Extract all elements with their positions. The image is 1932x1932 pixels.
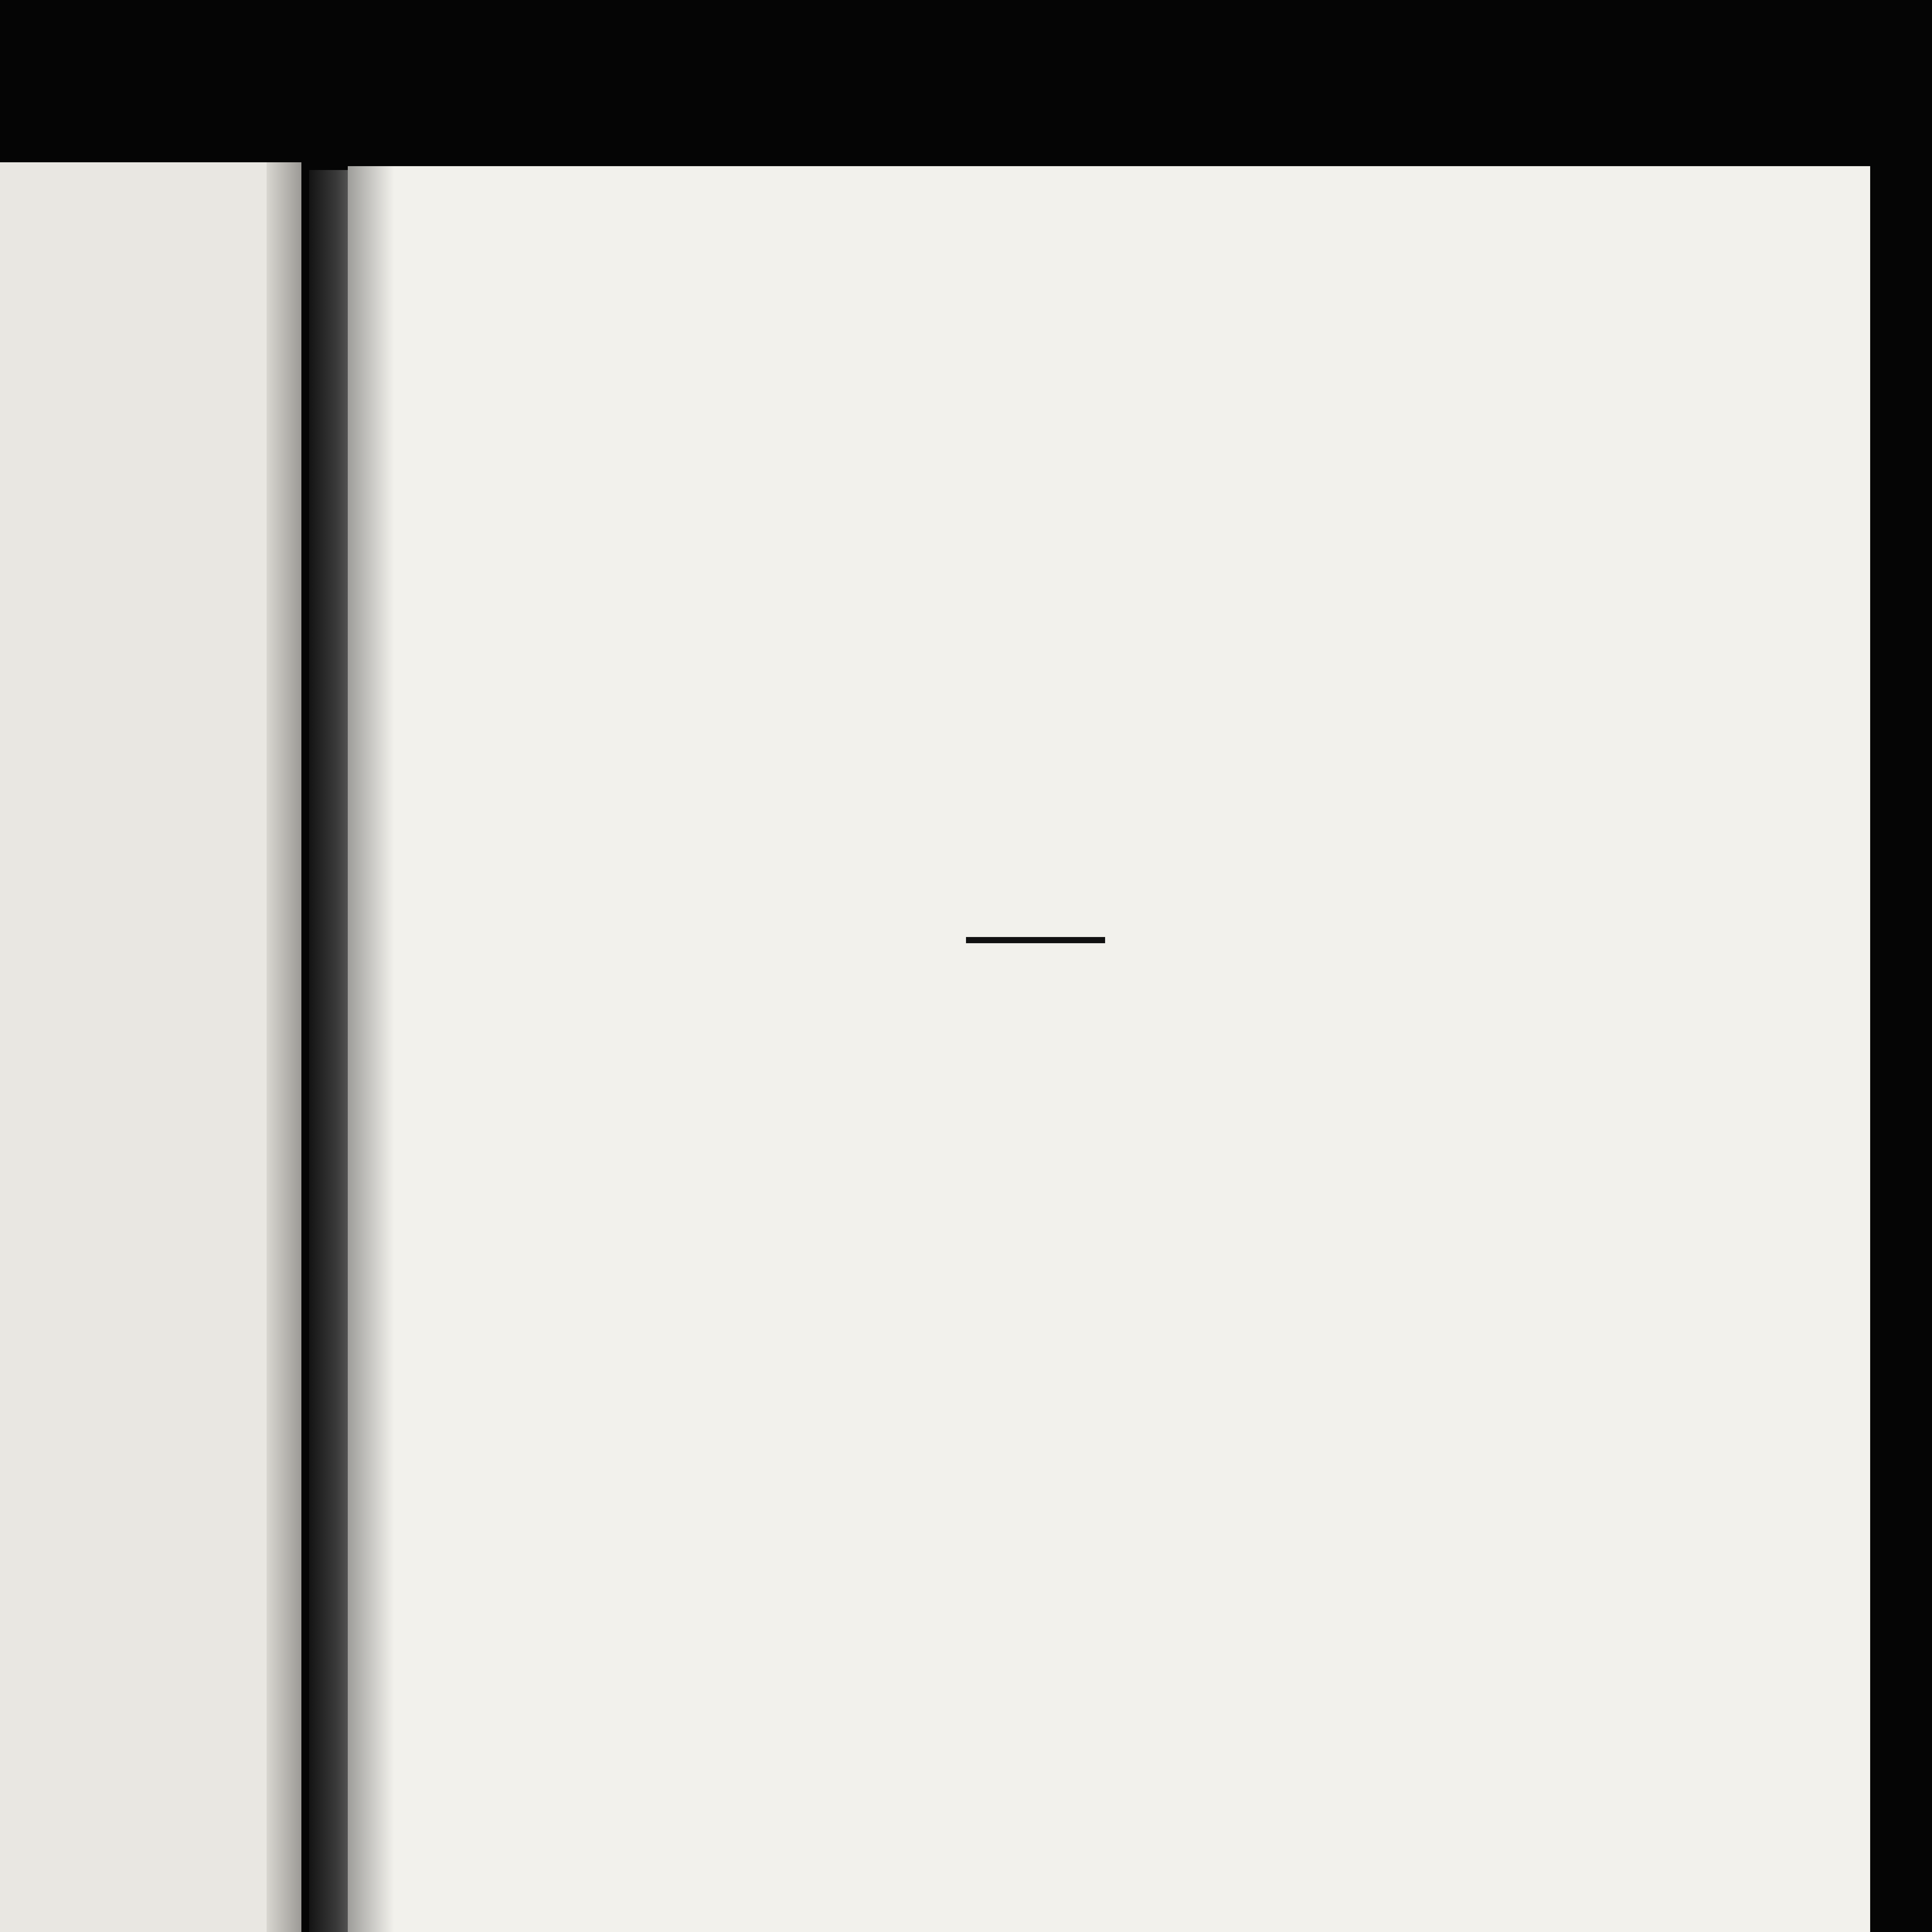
page-binding-shadow bbox=[348, 166, 394, 1932]
left-page-strip bbox=[0, 162, 301, 1932]
book-page bbox=[348, 166, 1870, 1932]
left-page-edge bbox=[267, 162, 301, 1932]
running-head bbox=[726, 290, 1870, 367]
section-rule bbox=[966, 937, 1105, 943]
